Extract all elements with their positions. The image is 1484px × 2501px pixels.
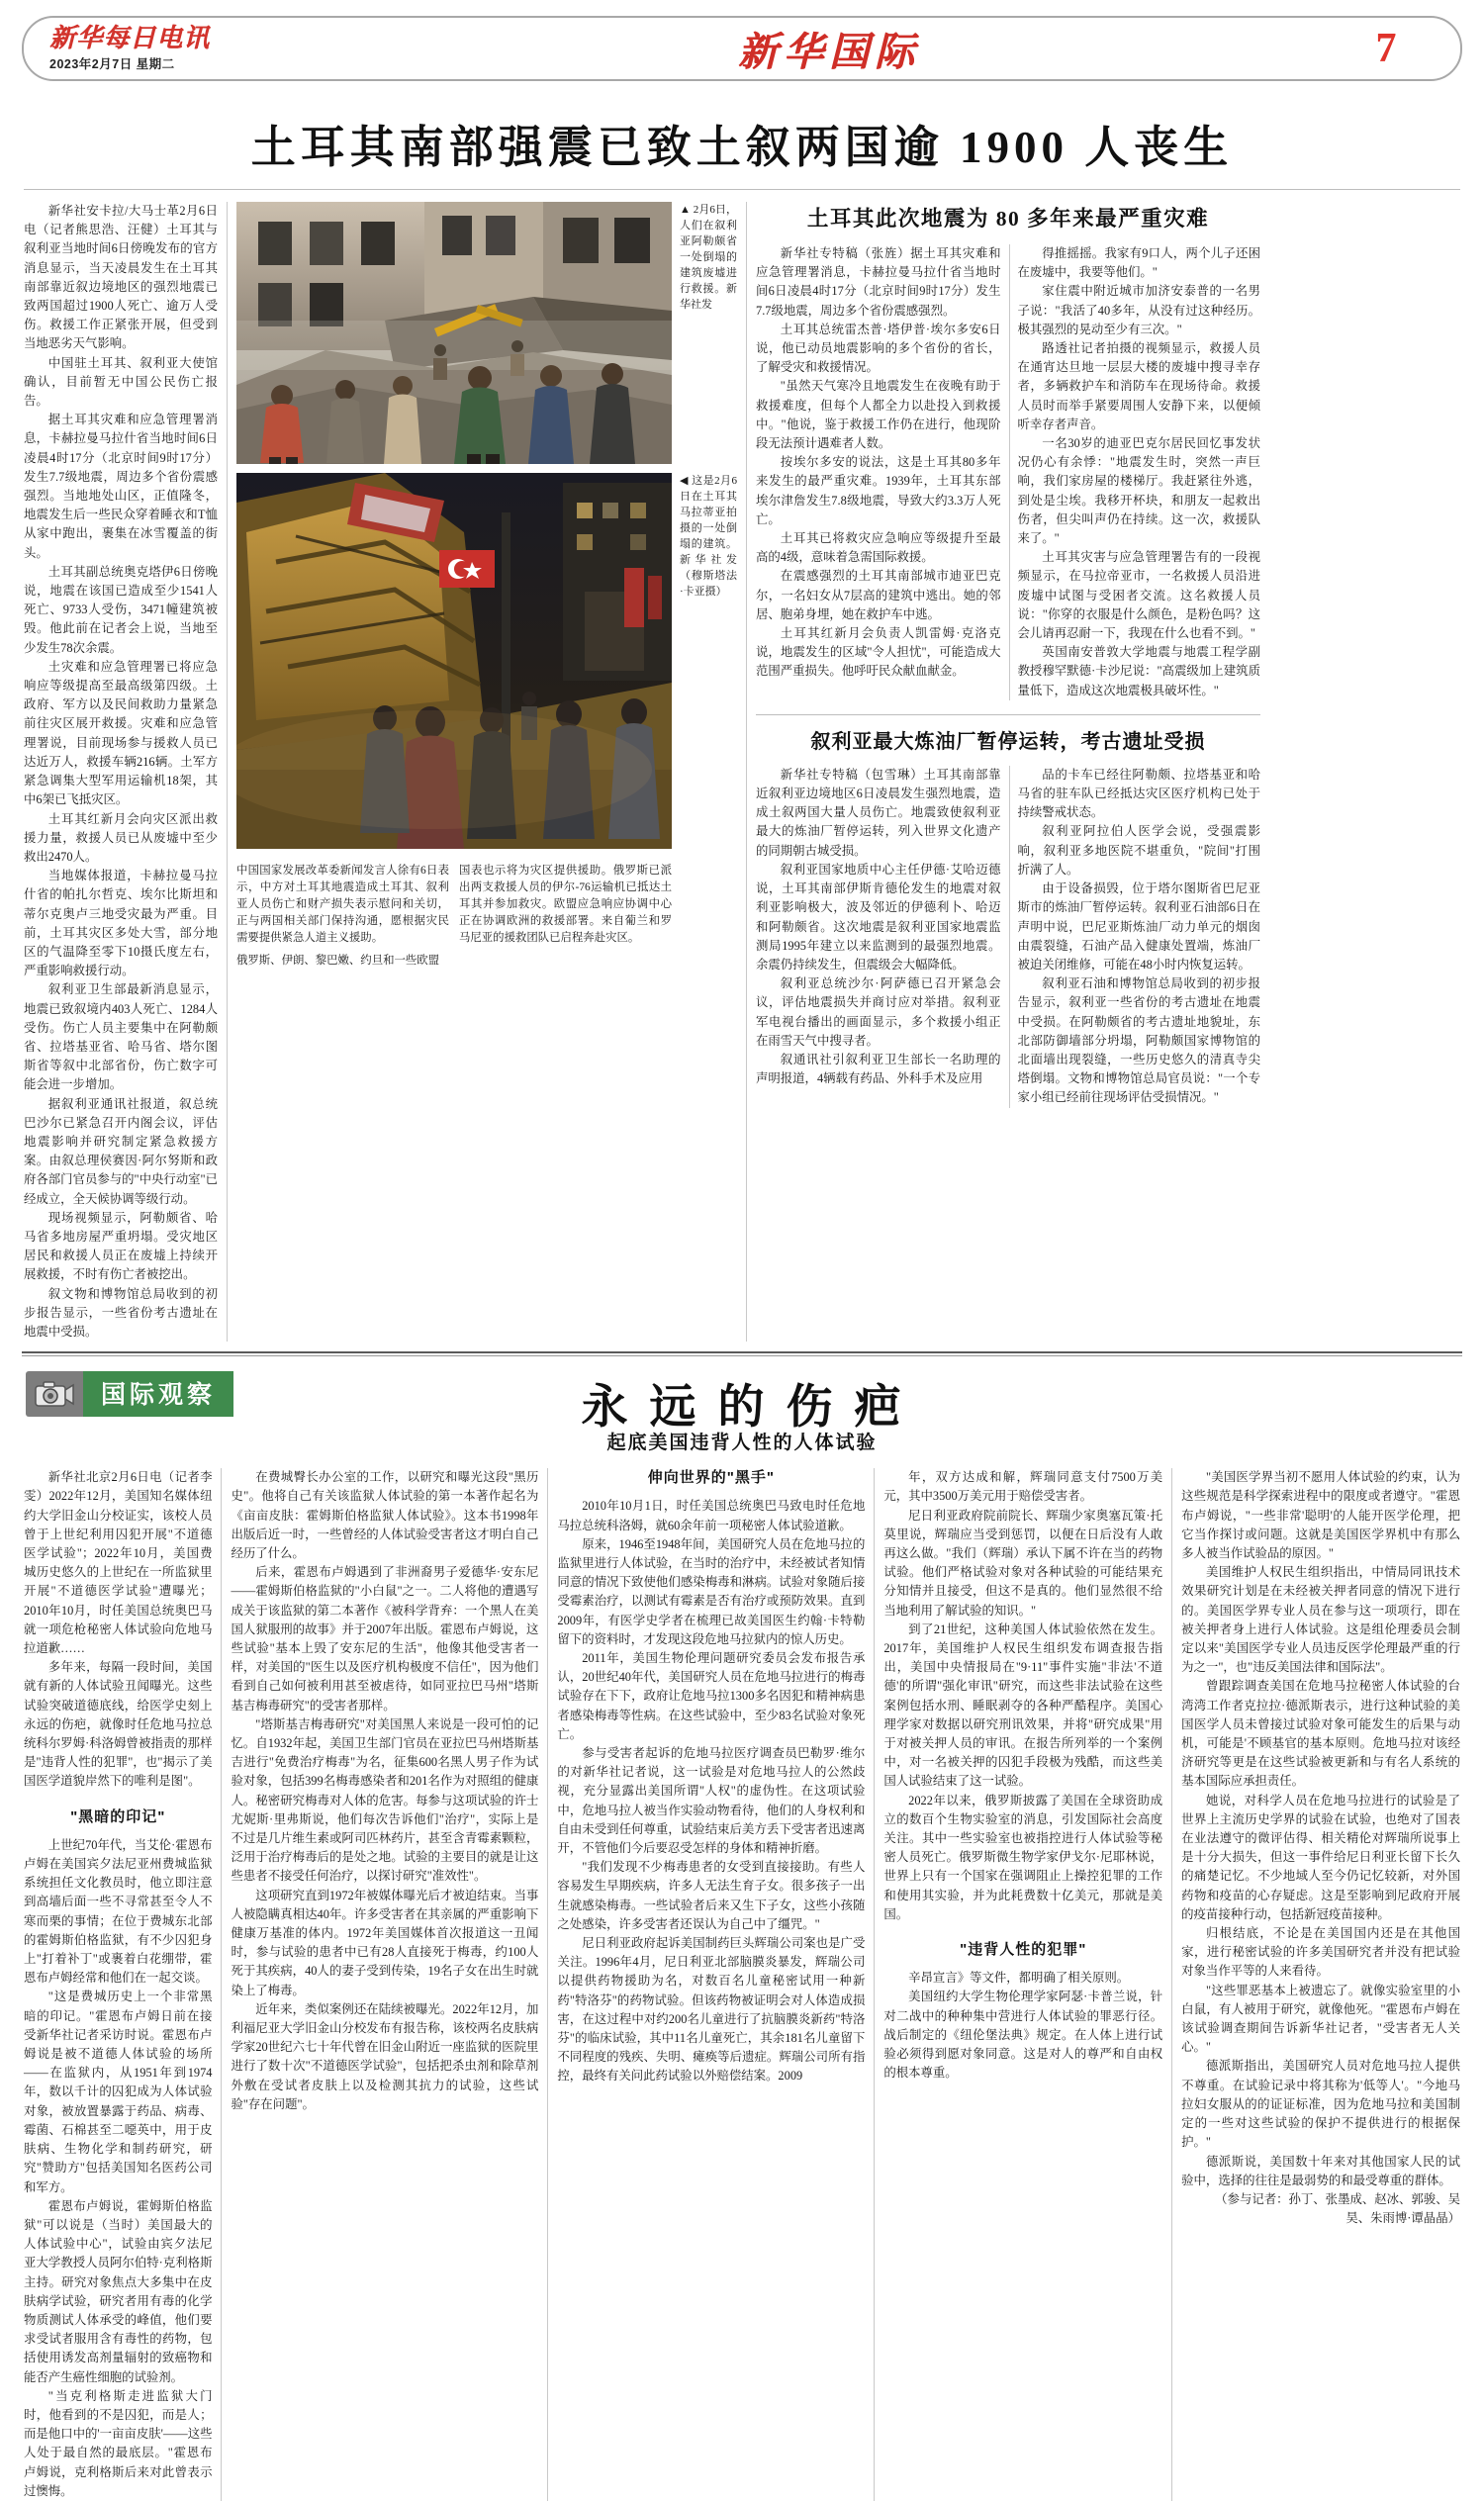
subsection-2-column-2 bbox=[1018, 766, 1261, 1108]
paragraph: "美国医学界当初不愿用人体试验的约束，认为这些规范是科学探索进程中的限度或者遵守。"霍恩布卢姆说，"一些非常'聪明'的人能开医学伦理，把它当作探讨或问题。这就是美国医学界机中有那么多人被当作试验品的原因。" bbox=[1181, 1470, 1460, 1560]
publication-date: 2023年2月7日 星期二 bbox=[49, 57, 175, 72]
top-right-block bbox=[756, 202, 1260, 1108]
paragraph: 尼日利亚政府起诉美国制药巨头辉瑞公司案也是广受关注。1996年4月，尼日利亚北部脑膜炎暴发，辉瑞公司以提供药物援助为名，对数百名儿童秘密试用一种新药"特洛芬"的药物试验。但该药物被证明会对人体造成损害，在这过程中对约200名儿童进行了抗脑膜炎新药"特洛芬"的临床试验，其中11名儿童死亡，其余181名儿童留下不同程度的残疾、失明、瘫痪等后遗症。辉瑞公司所有指控，最终有关问此药试验以外赔偿结案。2009 bbox=[557, 1936, 866, 2084]
paragraph: 叙文物和博物馆总局收到的初步报告显示，一些省份考古遗址在地震中受损。 bbox=[24, 1286, 218, 1339]
paragraph: 这项研究直到1972年被媒体曝光后才被迫结束。当事人被隐瞒真相达40年。许多受害者在其亲属的严重影响下健康万基准的体内。1972年美国媒体首次报道这一丑闻时，参与试验的患者中已有28人直接死于梅毒，约100人死于其疾病，40人的妻子受到传染，19名子女在出生时就染上了梅毒。 bbox=[231, 1888, 539, 1997]
paragraph: 由于设备损毁，位于塔尔图斯省巴尼亚斯市的炼油厂暂停运转。叙利亚石油部6日在声明中说，巴尼亚斯炼油厂动力单元的烟囱由震裂缝，石油产品入健康处置端，炼油厂被迫关闭维修，可能在48小时内恢复运转。 bbox=[1017, 881, 1260, 972]
paragraph: 霍恩布卢姆说，霍姆斯伯格监狱"可以说是（当时）美国最大的人体试验中心"，试验由宾夕法尼亚大学教授人员阿尔伯特·克利格斯主持。研究对象焦点大多集中在皮肤病学试验，研究者用有毒的化学物质测试人体承受的峰值，他们要求受试者服用含有毒性的药物，包括使用诱发高剂量辐射的致癌物和能否产生癌性细胞的试验剂。 bbox=[24, 2198, 213, 2384]
paragraph: 得推摇摇。我家有9口人，两个儿子还困在废墟中，我要等他们。" bbox=[1017, 246, 1260, 280]
paragraph: "这是费城历史上一个非常黑暗的印记。"霍恩布卢姆日前在接受新华社记者采访时说。霍恩布卢姆说是被不道德人体试验的场所——在监狱内，从1951年到1974年，数以千计的囚犯成为人体试验对象，被放置暴露于药品、病毒、霉菌、石棉甚至二噁英中，用于皮肤病、生物化学和制药研究，研究"赞助方"包括美国知名医药公司和军方。 bbox=[24, 1990, 213, 2194]
paragraph: 中国驻土耳其、叙利亚大使馆确认，目前暂无中国公民伤亡报告。 bbox=[24, 355, 218, 409]
paragraph: 归根结底，不论是在美国国内还是在其他国家，进行秘密试验的许多美国研究者并没有把试验对象当作平等的人来看待。 bbox=[1181, 1926, 1460, 1979]
paragraph: 叙利亚国家地质中心主任伊德·艾哈迈德说，土耳其南部伊斯肯德伦发生的地震对叙利亚影响极大，波及邻近的伊德利卜、哈迈和阿勒颇省。这次地震是叙利亚国家地震监测局1995年建立以来监测到的最强烈地震。余震仍持续发生，但震级会大幅降低。 bbox=[756, 862, 1001, 972]
top-photo-column bbox=[236, 202, 672, 970]
paper-logo: 新华每日电讯 bbox=[49, 23, 211, 52]
half-page-rule bbox=[22, 1351, 1462, 1353]
photo-side-captions bbox=[680, 202, 737, 600]
paragraph: 家住震中附近城市加济安泰普的一名男子说："我活了40多年，从没有过这种经历。极其强烈的晃动至少有三次。" bbox=[1017, 284, 1260, 336]
feature-subhead-2: 伸向世界的"黑手" bbox=[647, 1469, 776, 1487]
paragraph: 土耳其灾害与应急管理署告有的一段视频显示，在马拉帝亚市，一名救援人员沿进废墟中试图与受困者交流。这名救援人员说："你穿的衣服是什么颜色，是粉色吗？这会儿请再忍耐一下，我现在什么也看不到。" bbox=[1017, 550, 1260, 641]
feature-column-3 bbox=[557, 1468, 865, 2086]
subsection-rule bbox=[756, 714, 1260, 715]
subsection-1-title: 土耳其此次地震为 80 多年来最严重灾难 bbox=[806, 207, 1210, 231]
paragraph: 土耳其红新月会向灾区派出救援力量，救援人员已从废墟中至少救出2470人。 bbox=[24, 811, 218, 864]
paragraph: 土耳其已将救灾应急响应等级提升至最高的4级，意味着急需国际救援。 bbox=[756, 531, 1001, 565]
paragraph: 到了21世纪，这种美国人体试验依然在发生。2017年，美国维护人权民生组织发布调查报告指出，美国中央情报局在"9·11"事件实施"非法'不道德'的所谓"强化审讯"研究，而这些非法试验在这些案例包括水刑、睡眠剥夺的各种严酷程序。美国心理学家对数据以研究刑讯效果，并将"研究成果"用于对被关押人员的审讯。在报告所列举的一个案例中，对一名被关押的囚犯手段极为残酷，而这些美国人试验结束了这一试验。 bbox=[883, 1621, 1163, 1789]
feature-subhead-1: "黑暗的印记" bbox=[70, 1807, 166, 1825]
paragraph: 曾跟踪调查美国在危地马拉秘密人体试验的台湾湾工作者克拉拉·德派斯表示，进行这种试验的美国医学人员未曾接过试验对象可能发生的后果与动机，可能是'不顾基官的基本原则。危地马拉对该经济研究等更是在这些试验被更新和与有名人系统的基本国际应承担责任。 bbox=[1181, 1679, 1460, 1789]
paragraph: 后来，霍恩布卢姆遇到了非洲裔男子爱德华·安东尼——霍姆斯伯格监狱的"小白鼠"之一。二人将他的遭遇写成关于该监狱的第二本著作《被科学背弃：一个黑人在美国人狱服刑的故事》并于2007年出版。霍恩布卢姆说，这些试验"基本上毁了安东尼的生活"，他像其他受害者一样，对美国的"医生以及医疗机构极度不信任"，因为他们看到自己如何被利用甚至被虐待，如同亚拉巴马州"塔斯基吉梅毒研究"的受害者那样。 bbox=[231, 1565, 539, 1713]
paragraph: 土耳其副总统奥克塔伊6日傍晚说，地震在该国已造成至少1541人死亡、9733人受伤，3471幢建筑被毁。他此前在记者会上说，当地至少发生78次余震。 bbox=[24, 564, 218, 655]
masthead bbox=[22, 16, 1462, 81]
paragraph: 美国维护人权民生组织指出，中情局同讯技术效果研究计划是在未经被关押者同意的情况下进行的。美国医学界专业人员在参与这一项项行，即在被关押者身上进行人体试验。这是组伦理委员会制定以来"美国医学专业人员违反医学伦理最严重的行为之一"，也"违反美国法律和国际法"。 bbox=[1181, 1565, 1460, 1675]
photo-malatya-night bbox=[236, 473, 672, 849]
paragraph: 上世纪70年代，当艾伦·霍恩布卢姆在美国宾夕法尼亚州费城监狱系统担任文化教员时，他立即注意到高墙后面一些不寻常甚至令人不寒而栗的事情；在位于费城东北部的霍姆斯伯格监狱，有不少囚犯身上"打着补丁"或裹着白花绷带，霍恩布卢姆经常和他们在一起交谈。 bbox=[24, 1837, 213, 1986]
section-title: 新华国际 bbox=[738, 29, 920, 74]
paragraph: 她说，对科学人员在危地马拉进行的试验是了世界上主流历史学界的试验在试验，也绝对了国表在业法遵守的微评估得、相关精伦对辉瑞所说事上是十分大损失，但这一事件给尼日利亚长留下长久的痛楚记忆。不少地域人至今仍记忆较新，对外国药物和疫苗的心存疑虑。这是至影响到尼政府开展的疫苗接种行动，包括新冠疫苗接种。 bbox=[1181, 1793, 1460, 1921]
paragraph: 品的卡车已经往阿勒颇、拉塔基亚和哈马省的驻车队已经抵达灾区医疗机构已处于持续警戒状态。 bbox=[1017, 767, 1260, 820]
paragraph: 叙利亚阿拉伯人医学会说，受强震影响，叙利亚多地医院不堪重负，"院间"打围折满了人。 bbox=[1017, 824, 1260, 877]
feature-column-1 bbox=[24, 1468, 212, 2501]
side-caption-top: ▲ 2月6日，人们在叙利亚阿勒颇省一处倒塌的建筑废墟进行救援。新华社发 bbox=[680, 204, 737, 311]
paragraph: 德派斯说，美国数十年来对其他国家人民的试验中，选择的往往是最弱势的和最受尊重的群体。 bbox=[1181, 2154, 1460, 2187]
lead-paragraph: 新华社安卡拉/大马士革2月6日电（记者熊思浩、汪健）土耳其与叙利亚当地时间6日傍晚发布的官方消息显示，当天凌晨发生在土耳其南部靠近叙边境地区的强烈地震已致两国超过1900人死亡、逾万人受伤。救援工作正紧张开展，但受到当地恶劣天气影响。 bbox=[24, 204, 218, 351]
column-divider bbox=[746, 202, 747, 1342]
photo-aleppo-rescue bbox=[236, 202, 672, 464]
paragraph: 据土耳其灾难和应急管理署消息，卡赫拉曼马拉什省当地时间6日凌晨4时17分（北京时间9时17分）发生7.7级地震，周边多个省份震感强烈。当地地处山区，正值隆冬，地震发生后一些民众穿着睡衣和T恤从家中跑出，裹集在冰雪覆盖的街头。 bbox=[24, 413, 218, 560]
column-divider bbox=[1171, 1468, 1172, 2501]
paragraph: "我们发现不少梅毒患者的女受到直接接助。有些人容易发生早期疾病，许多人无法生育子女。很多孩子一出生就感染梅毒。一些试验者后来又生下子女，这些小孩随之处感染，许多受害者还误认为自己中了缰咒。" bbox=[557, 1860, 866, 1931]
paragraph: 辛昂宣言》等文件，都明确了相关原则。 bbox=[908, 1971, 1130, 1986]
masthead-right bbox=[1312, 28, 1460, 69]
paragraph: 现场视频显示，阿勒颇省、哈马省多地房屋严重坍塌。受灾地区居民和救援人员正在废墟上持续开展救援，不时有伤亡者被挖出。 bbox=[24, 1210, 218, 1282]
paragraph: 一名30岁的迪亚巴克尔居民回忆事发状况仍心有余悸："地震发生时，突然一声巨响，我们家房屋的楼梯厅。我赶紧往外逃，到处是尘埃。我移开杯块，和朋友一起救出伤者，但尖叫声仍在持续。这一次，救援队来了。" bbox=[1017, 436, 1260, 546]
main-headline: 土耳其南部强震已致土叙两国逾 1900 人丧生 bbox=[250, 123, 1234, 172]
paragraph: 叙利亚卫生部最新消息显示，地震已致叙境内403人死亡、1284人受伤。伤亡人员主要集中在阿勒颇省、拉塔基亚省、哈马省、塔尔图斯省等叙中北部省份，伤亡数字可能会进一步增加。 bbox=[24, 982, 218, 1092]
paragraph: 在费城臀长办公室的工作，以研究和曝光这段"黑历史"。他将自己有关该监狱人体试验的第一本著作起名为《亩亩皮肤：霍姆斯伯格监狱人体试验》。这本书1998年出版后近一时，一些曾经的人体试验受害者这才明白自己经历了什么。 bbox=[231, 1470, 539, 1560]
headline-rule bbox=[24, 189, 1460, 190]
paragraph: "虽然天气寒冷且地震发生在夜晚有助于救援难度，但每个人都全力以赴投入到救援中。"他说，鉴于救援工作仍在进行，他现阶段无法预计遇难者人数。 bbox=[756, 379, 1001, 451]
paragraph: 美国纽约大学生物伦理学家阿瑟·卡普兰说，针对二战中的种种集中营进行人体试验的罪恶行径。战后制定的《纽伦堡法典》规定。在人体上进行试验必须得到愿对象同意。这是对人的尊严和自由权的根本尊重。 bbox=[883, 1990, 1163, 2081]
masthead-center bbox=[346, 21, 1312, 77]
paragraph: 土耳其总统雷杰普·塔伊普·埃尔多安6日说，他已动员地震影响的多个省份的省长，了解受灾和救援情况。 bbox=[756, 322, 1001, 375]
subsection-2-column-1 bbox=[756, 766, 1001, 1088]
paragraph: 原来，1946至1948年间，美国研究人员在危地马拉的监狱里进行人体试验，在当时的治疗中，未经被试者知情同意的情况下致使他们感染梅毒和淋病。试验对象随后接受霉素治疗，以测试有霉素是否有治疗或预防效果。直到2009年，有医学史学者在梳理已故美国医生约翰·卡特勒留下的资料时，才发现这段危地马拉狱内的惊人历史。 bbox=[557, 1536, 866, 1646]
paragraph: 在震感强烈的土耳其南部城市迪亚巴克尔，一名妇女从7层高的建筑中逃出。她的邻居、胞弟身埋，她在救护车中逃。 bbox=[756, 569, 1001, 621]
paragraph: 德派斯指出，美国研究人员对危地马拉人提供不尊重。在试验记录中将其称为'低等人'。"今地马拉妇女服从的的证证标准，因为危地马拉和美国制定的一些对这些试验的保护不提供进行的根据保护。" bbox=[1181, 2059, 1460, 2150]
paragraph: "当克利格斯走进监狱大门时，他看到的不是囚犯，而是人；而是他口中的'一亩亩皮肤'——这些人处于最自然的最底层。"霍恩布卢姆说，克利格斯后来对此曾表示过懊悔。 bbox=[24, 2388, 213, 2498]
paragraph: 参与受害者起诉的危地马拉医疗调查员巴勒罗·维尔的对新华社记者说，这一试验是对危地马拉人的公然歧视，充分显露出美国所谓"人权"的虚伪性。在这项试验中，危地马拉人被当作实验动物看待，他们的人身权利和自由未受到任何尊重，试验结束后美方丢下受害者迅速离开，不管他们今后要忍受怎样的身体和精神折磨。 bbox=[557, 1746, 866, 1856]
column-divider bbox=[874, 1468, 875, 2501]
paragraph: 英国南安普敦大学地震与地震工程学副教授穆罕默德·卡沙尼说："高震级加上建筑质量低下，造成这次地震极具破坏性。" bbox=[1017, 645, 1260, 697]
feature-subtitle: 起底美国违背人性的人体试验 bbox=[606, 1433, 878, 1454]
photo-caption-2: 国表也示将为灾区提供援助。俄罗斯已派出两支救援人员的伊尔-76运输机已抵达土耳其并参加救灾。欧盟应急响应协调中心正在协调欧洲的救援部署。来自葡兰和罗马尼亚的援救团队已启程奔赴灾区。 bbox=[459, 865, 672, 944]
half-page-rule-2 bbox=[22, 1355, 1462, 1356]
page-number: 7 bbox=[1375, 26, 1397, 71]
paragraph: "这些罪恶基本上被遗忘了。就像实验室里的小白鼠，有人被用于研究，就像他死。"霍恩布卢姆在该试验调查期间告诉新华社记者，"受害者无人关心。" bbox=[1181, 1983, 1460, 2055]
subsection-2-title: 叙利亚最大炼油厂暂停运转，考古遗址受损 bbox=[810, 730, 1206, 753]
paragraph: 叙利亚总统沙尔·阿萨德已召开紧急会议，评估地震损失并商讨应对举措。叙利亚军电视台播出的画面显示，多个救援小组正在雨雪天气中搜寻者。 bbox=[756, 976, 1001, 1048]
top-story-area bbox=[0, 202, 1484, 1342]
observation-flag-label: 国际观察 bbox=[83, 1371, 233, 1417]
paragraph: 按埃尔多安的说法，这是土耳其80多年来发生的最严重灾难。1939年，土耳其东部埃尔津詹发生7.8级地震，导致大约3.3万人死亡。 bbox=[756, 455, 1001, 526]
paragraph: 新华社专特稿（包雪琳）土耳其南部靠近叙利亚边境地区6日凌晨发生强烈地震，造成土叙两国大量人员伤亡。地震致使叙利亚最大的炼油厂暂停运转，列入世界文化遗产的同期朝古城受损。 bbox=[756, 767, 1001, 858]
feature-title: 永远的伤疤 bbox=[581, 1382, 923, 1435]
paragraph: 当地媒体报道，卡赫拉曼马拉什省的帕扎尔哲克、埃尔比斯坦和蒂尔克奥卢三地受灾最为严重。目前，土耳其灾区多处大雪，部分地区的气温降至零下10摄氏度左右，严重影响救援行动。 bbox=[24, 869, 218, 978]
paragraph: 新华社北京2月6日电（记者李雯）2022年12月，美国知名媒体纽约大学旧金山分校证实，该校人员曾于上世纪利用囚犯开展"不道德医学试验"；2022年10月，美国费城历史悠久的上世纪在一所监狱里开展"不道德医学试验"遭曝光；2010年10月，时任美国总统奥巴马就一项危枪秘密人体试验向危地马拉道歉…… bbox=[24, 1470, 213, 1656]
paragraph: 2011年，美国生物伦理问题研究委员会发布报告承认，20世纪40年代，美国研究人员在危地马拉进行的梅毒试验存在下下，政府让危地马拉1300多名因犯和精神病患者感染梅毒等性病。在这些试验中，至少83名试验对象死亡。 bbox=[557, 1651, 866, 1741]
paragraph: "塔斯基吉梅毒研究"对美国黑人来说是一段可怕的记忆。自1932年起，美国卫生部门官员在亚拉巴马州塔斯基吉进行"免费治疗梅毒"为名，征集600名黑人男子作为试验对象，包括399名梅毒感染者和201名作为对照组的健康人。秘密研究梅毒对人体的危害。每参与这项试验的许士尤妮斯·里弗斯说，他们每次告诉他们"治疗"，实际上是不过是几片维生素或阿司匹林药片，甚至含青霉素颗粒，泛用于治疗梅毒后的是处之地。试验的主要目的就是让这些患者不接受任何治疗，以探讨研究"准效性"。 bbox=[231, 1716, 539, 1884]
newspaper-page bbox=[0, 16, 1484, 2498]
paragraph: 2022年以来，俄罗斯披露了美国在全球资助成立的数百个生物实验室的消息，引发国际社会高度关注。其中一些实验室也被指控进行人体试验等秘密人员死亡。俄罗斯微生物学家伊戈尔·尼耶林说，世界上只有一个国家在强调阻止上操控犯罪的工作和使用其实验，并为此耗费数十亿美元，那就是美国。 bbox=[883, 1793, 1163, 1921]
paragraph: 路透社记者拍摄的视频显示，救援人员在通宵达旦地一层层大楼的废墟中搜寻幸存者，多辆救护车和消防车在现场待命。救援人员时而举手紧要周围人安静下来，以便倾听幸存者声音。 bbox=[1017, 341, 1260, 431]
column-divider bbox=[547, 1468, 548, 2501]
paragraph: 尼日利亚政府院前院长、辉瑞少家奥塞瓦策·托莫里说，辉瑞应当受到惩罚，以便在日后没有人敢再这么做。"我们（辉瑞）承认下属不许在当的药物试验。他们严格试验对象对各种试验的可能结果充分知情并且接受，但这不是真的。他们显然很不给当地利用了解试验的知识。" bbox=[883, 1508, 1163, 1618]
subsection-1-column-1 bbox=[756, 244, 1001, 682]
paragraph: 土灾难和应急管理署已将应急响应等级提高至最高级第四级。土政府、军方以及民间救助力量紧急前往灾区展开救援。灾难和应急管理署说，目前现场参与援救人员已达近万人，救援车辆216辆。土军方紧急调集大型军用运输机18架，其中6架已飞抵灾区。 bbox=[24, 659, 218, 807]
masthead-left bbox=[24, 25, 346, 72]
paragraph: 近年来，类似案例还在陆续被曝光。2022年12月，加利福尼亚大学旧金山分校发布有报告称，该校两名皮肤病学家20世纪六七十年代曾在旧金山附近一座监狱的医院里进行了数十次"不道德医学试验"，包括把杀虫剂和除草剂外敷在受试者皮肤上以及检测其抗力的试验，这些试验"存在问题"。 bbox=[231, 2001, 539, 2111]
paragraph: 叙利亚石油和博物馆总局收到的初步报告显示，叙利亚一些省份的考古遗址在地震中受损。在阿勒颇省的考古遗址地貌址，东北部防御墙部分坍塌，阿勒颇国家博物馆的北面墙出现裂缝，一些历史悠久的清真寺尖塔倒塌。文物和博物馆总局官员说："一个专家小组已经前往现场评估受损情况。" bbox=[1017, 976, 1260, 1105]
paragraph: 叙通讯社引叙利亚卫生部长一名助理的声明报道，4辆载有药品、外科手术及应用 bbox=[756, 1052, 1001, 1086]
side-caption-bottom: ◀ 这是2月6日在土耳其马拉蒂亚拍摄的一处倒塌的建筑。新华社发（穆斯塔法·卡亚摄） bbox=[680, 475, 737, 598]
column-divider bbox=[221, 1468, 222, 2501]
paragraph: 年，双方达成和解，辉瑞同意支付7500万美元，其中3500万美元用于赔偿受害者。 bbox=[883, 1470, 1163, 1504]
feature-column-2 bbox=[231, 1468, 538, 2114]
feature-body bbox=[0, 1468, 1484, 2501]
feature-byline: （参与记者：孙丁、张墨成、赵冰、郭骏、吴昊、朱雨博·谭晶晶） bbox=[1215, 2191, 1460, 2226]
feature-column-4 bbox=[883, 1468, 1162, 2083]
paragraph: 土耳其红新月会负责人凯雷姆·克洛克说，地震发生的区域"令人担忧"，可能造成大范围严重损失。他呼吁民众献血献金。 bbox=[756, 626, 1001, 679]
paragraph: 2010年10月1日，时任美国总统奥巴马致电时任危地马拉总统科洛姆，就60余年前一项秘密人体试验道歉。 bbox=[557, 1499, 866, 1532]
column-divider bbox=[227, 202, 228, 1342]
feature-subhead-3: "违背人性的犯罪" bbox=[960, 1941, 1087, 1959]
feature-header bbox=[0, 1370, 1484, 1435]
photo-caption-1b: 俄罗斯、伊朗、黎巴嫩、约旦和一些欧盟 bbox=[236, 955, 440, 967]
subsection-1-column-2 bbox=[1018, 244, 1261, 700]
top-column-1 bbox=[24, 202, 218, 1342]
paragraph: 多年来，每隔一段时间，美国就有新的人体试验丑闻曝光。这些试验突破道德底线，给医学史刻上永远的伤疤，就像时任危地马拉总统科尔罗姆·科洛姆曾被指责的那样是"违背人性的犯罪"，也"揭示了美国医学道貌岸然下的唯利是图"。 bbox=[24, 1660, 213, 1789]
paragraph: 据叙利亚通讯社报道，叙总统巴沙尔已紧急召开内阁会议，评估地震影响并研究制定紧急救援方案。由叙总理侯赛因·阿尔努斯和政府各部门官员参与的"中央行动室"已经成立，全天候协调等级行动。 bbox=[24, 1096, 218, 1206]
feature-column-5 bbox=[1181, 1468, 1460, 2228]
paragraph: 新华社专特稿（张旌）据土耳其灾难和应急管理署消息，卡赫拉曼马拉什省当地时间6日凌晨4时17分（北京时间9时17分）发生7.7级地震，周边多个省份震感强烈。 bbox=[756, 246, 1001, 318]
photo-caption-1: 中国国家发展改革委新闻发言人徐有6日表示，中方对土耳其地震造成土耳其、叙利亚人员伤亡和财产损失表示慰问和关切，正与两国相关部门保持沟通，愿根据灾民需要提供紧急人道主义援助。 bbox=[236, 865, 449, 944]
